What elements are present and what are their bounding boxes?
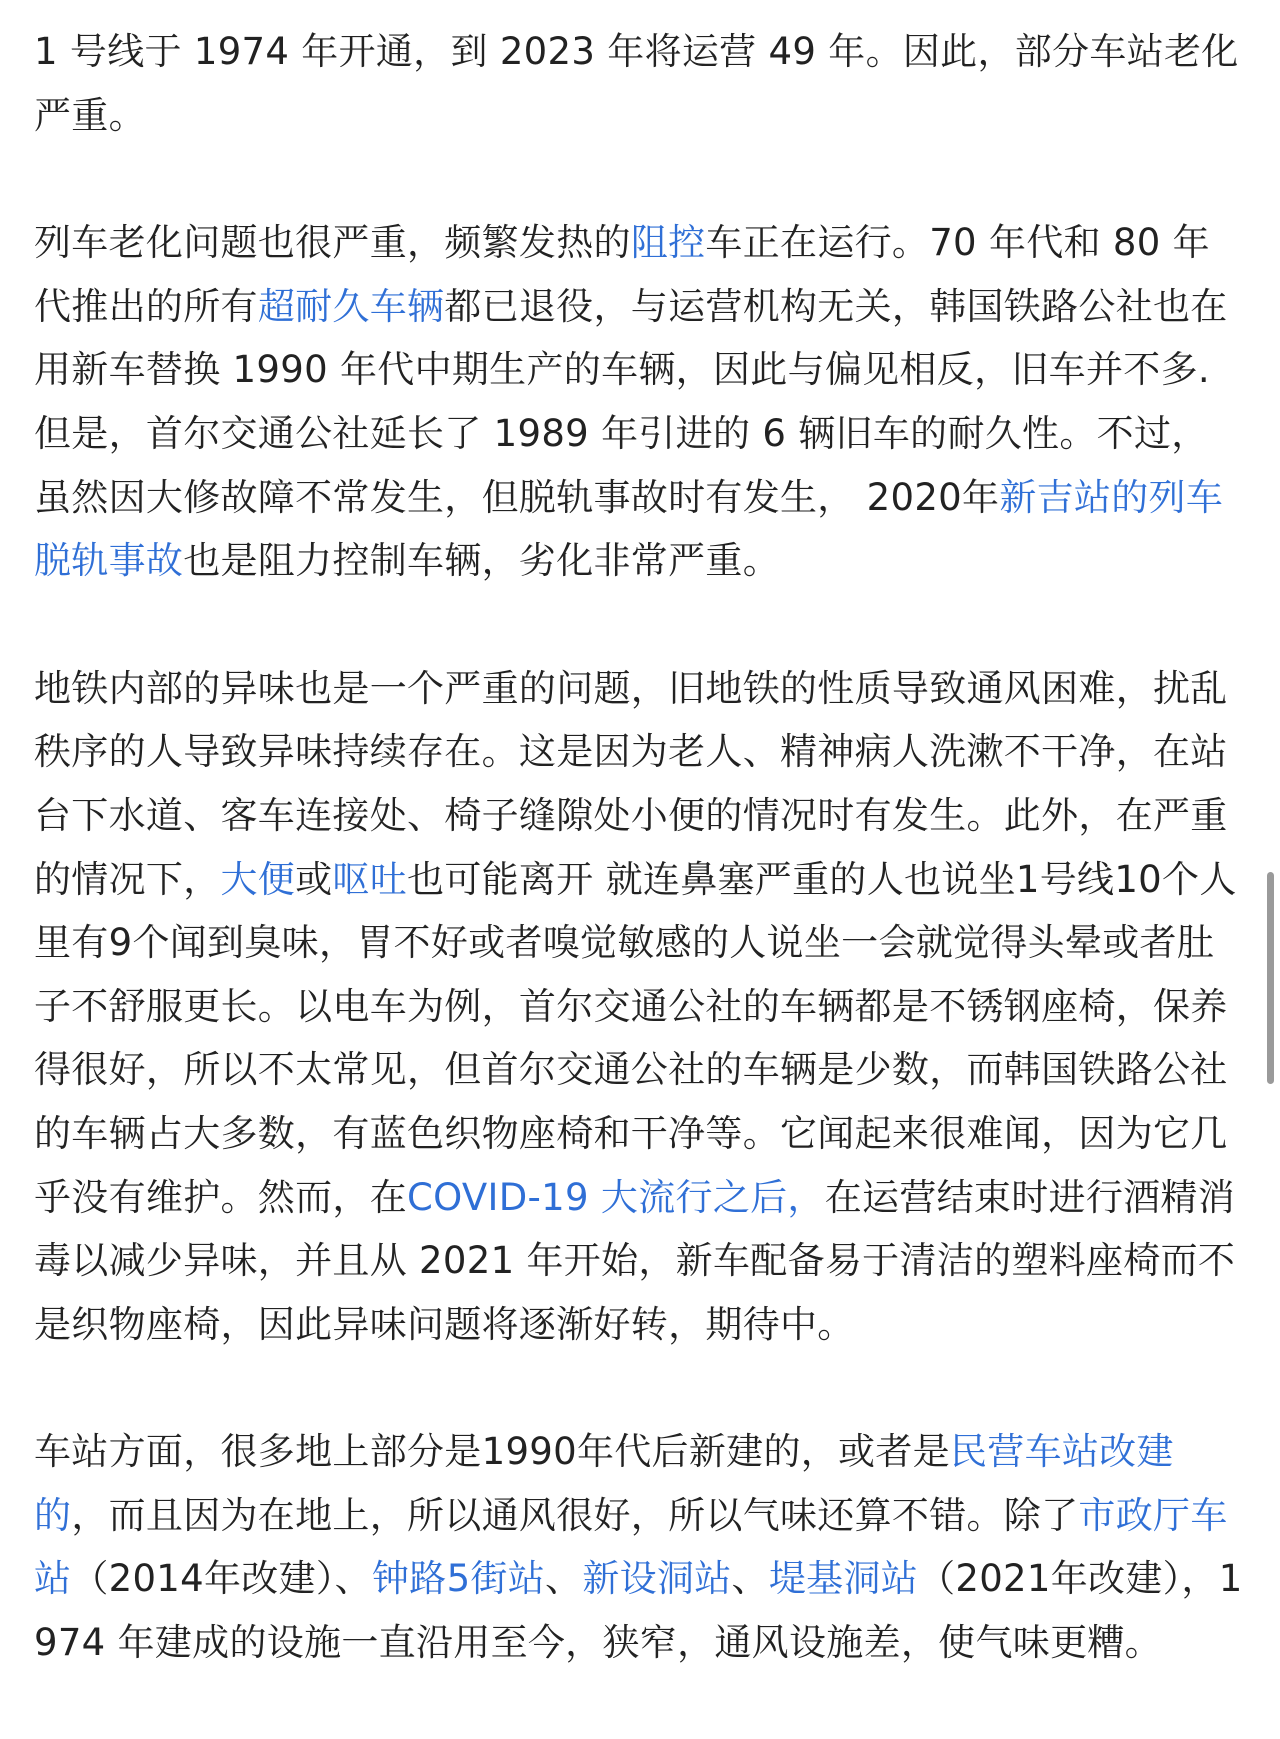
text-segment: 列车老化问题也很严重，频繁发热的	[34, 221, 631, 265]
text-segment: 、	[731, 1557, 769, 1601]
text-segment: 车站方面，很多地上部分是1990年代后新建的，或者是	[34, 1430, 950, 1474]
text-segment: 在运营结束时进行酒精消毒以减少异味，并且从 2021 年开始，新车配备易于清洁的塑料座椅而不是织物座椅，因此异味问题将逐渐好转，期待中。	[34, 1175, 1236, 1346]
text-segment: （2014年改建）、	[71, 1557, 372, 1601]
paragraph-4	[34, 1420, 1244, 1674]
text-segment: 也是阻力控制车辆，劣化非常严重。	[183, 539, 781, 583]
inline-link[interactable]: 民营车站改建的	[34, 1430, 1174, 1537]
text-segment: 或	[295, 857, 333, 901]
inline-link[interactable]: COVID-19 大流行之后，	[407, 1175, 825, 1219]
text-segment: 、	[545, 1557, 583, 1601]
inline-link[interactable]: 阻控	[630, 221, 706, 265]
text-segment: ，而且因为在地上，所以通风很好，所以气味还算不错。除了	[71, 1493, 1079, 1537]
text-segment: 地铁内部的异味也是一个严重的问题，旧地铁的性质导致通风困难，扰乱秩序的人导致异味持续存在。这是因为老人、精神病人洗漱不干净，在站台下水道、客车连接处、椅子缝隙处小便的情况时有发生。此外，在严重的情况下，	[34, 666, 1228, 901]
text-segment: 也可能离开 就连鼻塞严重的人也说坐1号线10个人里有9个闻到臭味，胃不好或者嗅觉敏感的人说坐一会就觉得头晕或者肚子不舒服更长。以电车为例，首尔交通公社的车辆都是不锈钢座椅，保养得很好，所以不太常见，但首尔交通公社的车辆是少数，而韩国铁路公社的车辆占大多数，有蓝色织物座椅和干净等。它闻起来很难闻，因为它几乎没有维护。然而，在	[34, 857, 1237, 1219]
paragraph-2	[34, 211, 1244, 593]
text-segment: 1 号线于 1974 年开通，到 2023 年将运营 49 年。因此，部分车站老化严重。	[34, 30, 1239, 137]
paragraph-1	[34, 20, 1244, 147]
inline-link[interactable]: 钟路5街站	[371, 1557, 546, 1601]
text-segment: 都已退役，与运营机构无关，韩国铁路公社也在用新车替换 1990 年代中期生产的车辆，因此与偏见相反，旧车并不多. 但是，首尔交通公社延长了 1989 年引进的 6 辆旧车的耐久性。不过，虽然因大修故障不常发生，但脱轨事故时有发生， 2020年	[34, 284, 1228, 519]
text-segment: （2021年改建），1974 年建成的设施一直沿用至今，狭窄，通风设施差，使气味更糟。	[34, 1557, 1243, 1665]
inline-link[interactable]: 市政厅车站	[34, 1493, 1228, 1601]
inline-link[interactable]: 超耐久车辆	[257, 284, 445, 328]
text-segment: 车正在运行。70 年代和 80 年代推出的所有	[34, 221, 1210, 328]
inline-link[interactable]: 堤基洞站	[768, 1557, 919, 1601]
inline-link[interactable]: 新设洞站	[582, 1557, 732, 1601]
inline-link[interactable]: 呕吐	[332, 857, 408, 901]
inline-link[interactable]: 大便	[220, 857, 296, 901]
paragraph-3	[34, 657, 1244, 1357]
scrollbar-thumb[interactable]	[1267, 872, 1274, 1084]
article-body	[34, 20, 1244, 1739]
inline-link[interactable]: 新吉站的列车脱轨事故	[34, 475, 1224, 583]
